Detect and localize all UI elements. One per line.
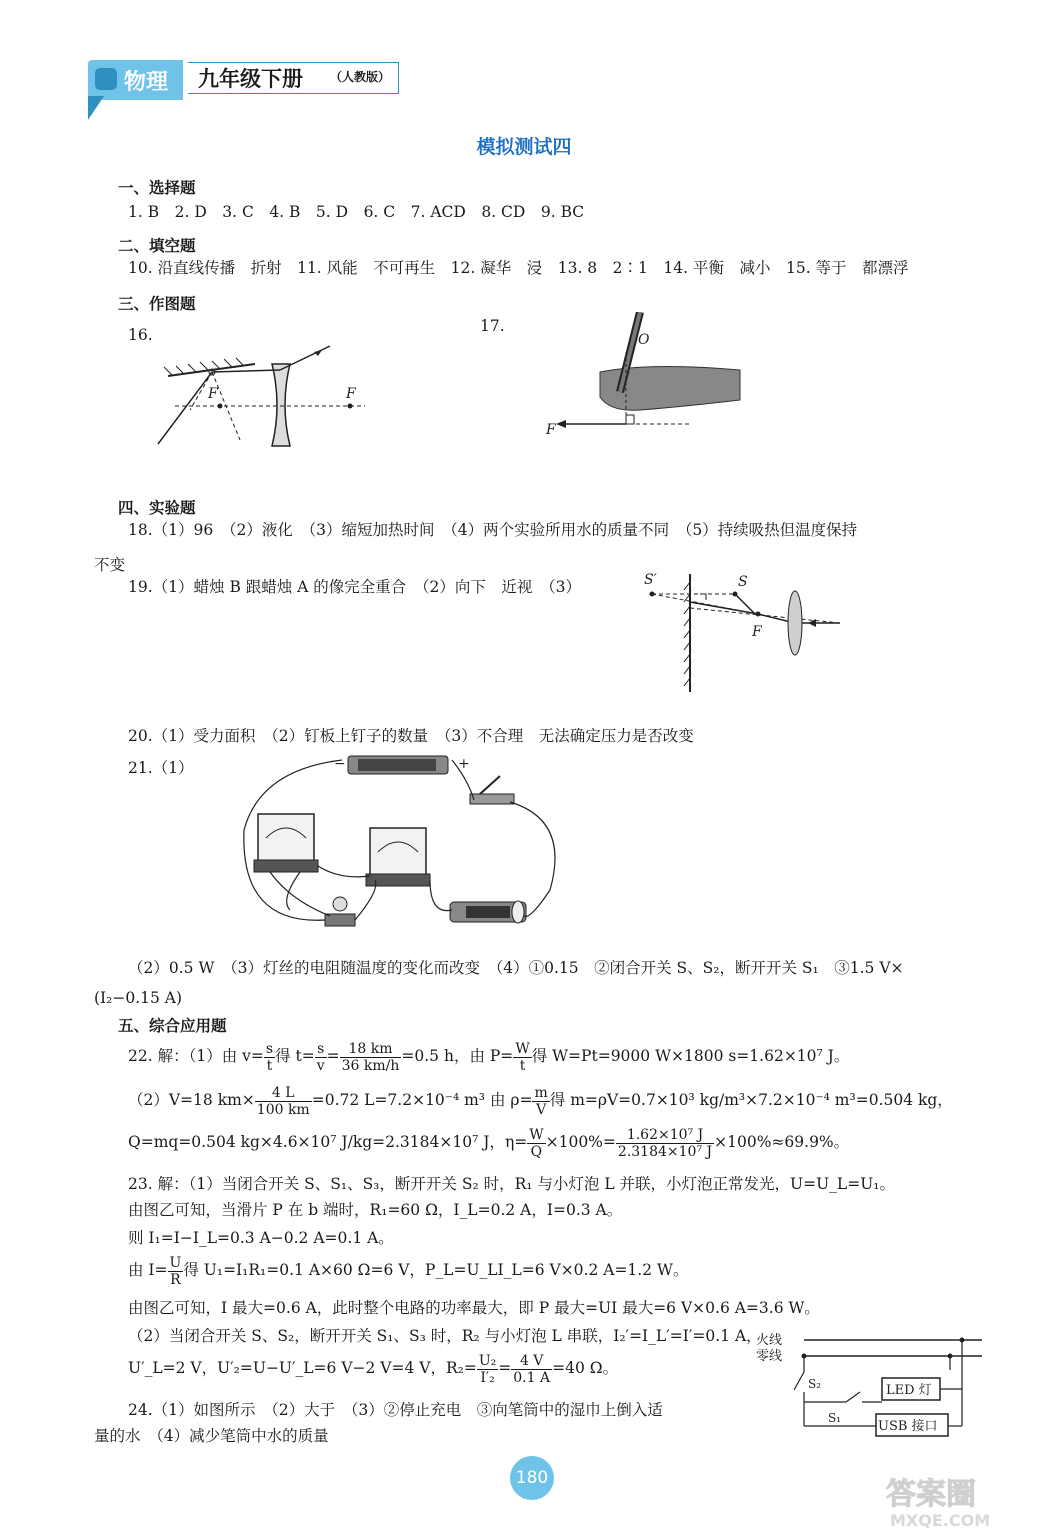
fraction-den: 100 km bbox=[256, 1101, 310, 1118]
answer-q19: 19.（1）蜡烛 B 跟蜡烛 A 的像完全重合 （2）向下 近视 （3） bbox=[128, 578, 582, 596]
answers-fill: 10. 沿直线传播 折射 11. 风能 不可再生 12. 凝华 浸 13. 8 2∶1 14. 平衡 减小 15. 等于 都漂浮 bbox=[128, 259, 909, 277]
q23-text-b: 得 U₁=I₁R₁=0.1 A×60 Ω=6 V，P_L=U_LI_L=6 V×0.2 A=1.2 W。 bbox=[183, 1261, 689, 1279]
fraction bbox=[315, 1041, 327, 1074]
fig21-minus: − bbox=[334, 756, 346, 772]
fraction-num: 1.62×10⁷ J bbox=[616, 1127, 714, 1144]
section-fill: 二、填空题 bbox=[118, 236, 196, 255]
grade-label: 九年级下册 bbox=[198, 67, 303, 91]
q23-text-a: 由 I= bbox=[128, 1261, 168, 1279]
leaf-icon bbox=[95, 68, 117, 90]
section-choice: 一、选择题 bbox=[118, 178, 196, 197]
fig24-switch-s1: S₁ bbox=[828, 1411, 842, 1425]
fig17-force: F bbox=[546, 422, 556, 438]
answer-q22-line1: 22. 解：（1）由 v= $\frac{s}{t}$ 得 t= $\frac{s}{v}$ = $\frac{18 km}{36 km/h}$ =0.5 h，由 P= $\frac{W}{t}$ 得 W=Pt=9000 W×1800 s=1.62×10⁷ J。 bbox=[128, 1040, 850, 1074]
fraction-num: 4 L bbox=[255, 1085, 312, 1102]
q22-text-6: =0.72 L=7.2×10⁻⁴ m³ 由 ρ= bbox=[311, 1091, 533, 1109]
answer-q23-line3: 则 I₁=I−I_L=0.3 A−0.2 A=0.1 A。 bbox=[128, 1229, 394, 1247]
fig19-image-point: S′ bbox=[644, 572, 657, 588]
answer-q23-line2: 由图乙可知，当滑片 P 在 b 端时，R₁=60 Ω，I_L=0.2 A，I=0.3 A。 bbox=[128, 1201, 623, 1219]
fraction-den: 2.3184×10⁷ J bbox=[617, 1143, 713, 1160]
fraction-den: t bbox=[266, 1057, 273, 1074]
answer-q18a: 18.（1）96 （2）液化 （3）缩短加热时间 （4）两个实验所用水的质量不同 （5）持续吸热但温度保持 bbox=[128, 521, 858, 539]
section-drawing: 三、作图题 bbox=[118, 294, 196, 313]
answer-q21-2a: （2）0.5 W （3）灯丝的电阻随温度的变化而改变 （4）①0.15 ②闭合开关 S、S₂，断开开关 S₁ ③1.5 V× bbox=[128, 959, 904, 977]
svg-text:MXQE.COM: MXQE.COM bbox=[890, 1511, 991, 1530]
fig24-live-wire: 火线 bbox=[756, 1333, 783, 1348]
q22-text-8: Q=mq=0.504 kg×4.6×10⁷ J/kg=2.3184×10⁷ J，η= bbox=[128, 1133, 528, 1151]
figure-24 bbox=[756, 1326, 988, 1444]
q16-label: 16. bbox=[128, 326, 153, 344]
answer-q18b: 不变 bbox=[94, 556, 126, 574]
q22-text-1: 22. 解：（1）由 v= bbox=[128, 1047, 264, 1065]
answers-choice: 1. B 2. D 3. C 4. B 5. D 6. C 7. ACD 8. CD 9. BC bbox=[128, 203, 585, 221]
fraction-den: V bbox=[536, 1101, 547, 1118]
fraction bbox=[532, 1085, 549, 1118]
q22-text-7: 得 m=ρV=0.7×10³ kg/m³×7.2×10⁻⁴ m³=0.504 kg， bbox=[549, 1091, 953, 1109]
subject-label: 物理 bbox=[124, 70, 169, 95]
fraction-num: 4 V bbox=[511, 1353, 552, 1370]
q23-text-e: =40 Ω。 bbox=[552, 1359, 619, 1377]
fig24-switch-s2: S₂ bbox=[808, 1377, 822, 1391]
answer-q22-line3 bbox=[128, 1124, 849, 1160]
header-tab-tail bbox=[88, 96, 104, 120]
q22-text-10: ×100%≈69.9%。 bbox=[714, 1133, 850, 1151]
q22-text-2: 得 t= bbox=[275, 1047, 315, 1065]
fraction-den: v bbox=[316, 1057, 325, 1074]
fig19-focus: F bbox=[752, 624, 762, 640]
fig16-focus-right: F bbox=[346, 386, 356, 402]
answer-q23-line4 bbox=[128, 1252, 688, 1288]
fraction bbox=[616, 1127, 714, 1160]
fig24-neutral-wire: 零线 bbox=[756, 1349, 783, 1364]
fraction-num: W bbox=[515, 1040, 530, 1057]
q22-text-4: 得 W=Pt=9000 W×1800 s=1.62×10⁷ J。 bbox=[531, 1047, 850, 1065]
fraction bbox=[527, 1127, 545, 1160]
fraction bbox=[511, 1353, 552, 1386]
q23-text-d: = bbox=[498, 1359, 512, 1377]
fraction-den: R bbox=[170, 1271, 181, 1288]
fig17-pivot: O bbox=[638, 332, 650, 348]
fig19-source-point: S bbox=[738, 574, 748, 590]
answer-q21-label: 21.（1） bbox=[128, 759, 194, 777]
fraction-num: m bbox=[534, 1084, 548, 1101]
answer-q24a: 24.（1）如图所示 （2）大于 （3）②停止充电 ③向笔筒中的湿巾上倒入适 bbox=[128, 1401, 663, 1419]
fraction-num: U₂ bbox=[478, 1352, 497, 1369]
answer-q23-line7 bbox=[128, 1350, 618, 1386]
fraction-den: 0.1 A bbox=[513, 1369, 551, 1386]
section-application: 五、综合应用题 bbox=[118, 1016, 227, 1035]
fraction bbox=[477, 1353, 498, 1386]
answer-q23-line1: 23. 解：（1）当闭合开关 S、S₁、S₃，断开开关 S₂ 时，R₁ 与小灯泡 L 并联，小灯泡正常发光，U=U_L=U₁。 bbox=[128, 1175, 895, 1193]
answer-q23-line5: 由图乙可知，I 最大=0.6 A，此时整个电路的功率最大，即 P 最大=UI 最大=6 V×0.6 A=3.6 W。 bbox=[128, 1299, 820, 1317]
fig21-plus: + bbox=[458, 756, 470, 772]
figure-21 bbox=[230, 750, 570, 950]
fig24-usb-box: USB 接口 bbox=[878, 1419, 938, 1434]
fig16-focus-left: F bbox=[208, 386, 218, 402]
edition-label: （人教版） bbox=[330, 70, 391, 84]
fraction-num: 18 km bbox=[340, 1041, 402, 1058]
fraction-den: 36 km/h bbox=[341, 1057, 400, 1074]
fraction bbox=[340, 1041, 402, 1074]
page-title: 模拟测试四 bbox=[476, 136, 572, 158]
q22-text-9: ×100%= bbox=[545, 1133, 616, 1151]
figure-19 bbox=[640, 568, 850, 698]
watermark-logo bbox=[880, 1470, 1040, 1530]
figure-17 bbox=[540, 312, 750, 442]
fraction-num: W bbox=[529, 1126, 544, 1143]
fraction-den: Q bbox=[530, 1143, 543, 1160]
answer-q24b: 量的水 （4）减少笔筒中水的质量 bbox=[94, 1427, 329, 1445]
fraction-den: I′₂ bbox=[480, 1369, 495, 1386]
answer-q20: 20.（1）受力面积 （2）钉板上钉子的数量 （3）不合理 无法确定压力是否改变 bbox=[128, 727, 694, 745]
fig24-led-box: LED 灯 bbox=[886, 1383, 932, 1398]
fraction bbox=[255, 1085, 312, 1118]
fraction-num: U bbox=[169, 1254, 182, 1271]
fraction bbox=[264, 1041, 275, 1074]
fraction bbox=[168, 1255, 184, 1288]
figure-16 bbox=[150, 340, 380, 460]
answer-q21-2b: (I₂−0.15 A) bbox=[94, 989, 183, 1007]
fraction-num: s bbox=[265, 1040, 274, 1057]
fraction bbox=[513, 1041, 531, 1074]
q22-text-5: （2）V=18 km× bbox=[128, 1091, 255, 1109]
q23-text-c: U′_L=2 V，U′₂=U−U′_L=6 V−2 V=4 V，R₂= bbox=[128, 1359, 477, 1377]
answer-q22-line2 bbox=[128, 1082, 953, 1118]
section-experiment: 四、实验题 bbox=[118, 498, 196, 517]
answer-q23-line6: （2）当闭合开关 S、S₂，断开开关 S₁、S₃ 时，R₂ 与小灯泡 L 串联，I₂′=I_L′=I′=0.1 A， bbox=[128, 1327, 762, 1345]
page-number: 180 bbox=[510, 1456, 554, 1500]
svg-text:答案圈: 答案圈 bbox=[886, 1477, 976, 1512]
fraction-num: s bbox=[315, 1041, 327, 1058]
q17-label: 17. bbox=[480, 317, 505, 335]
fraction-den: t bbox=[519, 1057, 526, 1074]
q22-text-3: =0.5 h，由 P= bbox=[401, 1047, 514, 1065]
